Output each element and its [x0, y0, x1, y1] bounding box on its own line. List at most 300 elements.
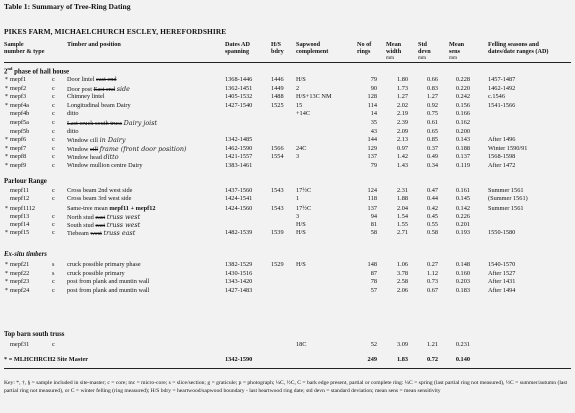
sample-type: c: [52, 221, 55, 228]
timber-text: Door post: [67, 86, 93, 93]
timber-position: [67, 205, 156, 213]
felling-date: Summer 1561: [488, 187, 524, 194]
sample-id: mepf21: [10, 261, 30, 268]
timber-position: [67, 187, 132, 195]
timber-position: [67, 76, 117, 84]
header-dates-line1: Dates AD: [225, 41, 250, 48]
section-ex-situ: Ex-situ timbers: [4, 251, 47, 258]
master-std-devn: 0.72: [426, 356, 438, 363]
sample-id: mepf22: [10, 270, 30, 277]
mean-width: 2.13: [396, 136, 408, 143]
timber-position: [67, 128, 79, 136]
header-sample: [4, 41, 44, 55]
mean-width: 0.97: [396, 145, 408, 152]
mean-width: 3.78: [396, 270, 408, 277]
timber-handwritten-text: side: [116, 85, 130, 93]
std-devn: 0.85: [426, 136, 438, 143]
std-devn: 0.75: [426, 110, 438, 117]
master-rule: [4, 368, 571, 369]
master-label: * = MLHCHRCH2 Site Master: [4, 356, 89, 363]
mean-sens: 0.162: [455, 119, 470, 126]
felling-date: After 1472: [488, 162, 516, 169]
table-row: [0, 128, 575, 136]
sample-type: c: [52, 93, 55, 100]
mean-width: 2.31: [396, 187, 408, 194]
sample-id: mepf12: [10, 195, 30, 202]
felling-date: After 1431: [488, 278, 516, 285]
ring-count: 129: [367, 145, 377, 152]
ring-count: 144: [367, 136, 377, 143]
sample-mark: *: [4, 229, 9, 236]
hs-boundary: 1529: [271, 261, 284, 268]
timber-struck-text: cill: [90, 146, 99, 153]
sample-mark: *: [4, 153, 9, 160]
header-rings-line1: No of: [357, 41, 372, 48]
header-sample-line1: Sample: [4, 41, 24, 48]
sample-id: mepf13: [10, 213, 30, 220]
sample-mark: *: [4, 85, 9, 92]
timber-text: North stud: [67, 214, 94, 221]
table-row: [0, 221, 575, 229]
std-devn: 1.12: [426, 270, 438, 277]
timber-text: cruck possible primary: [67, 270, 125, 277]
timber-text: post from plank and muntin wall: [67, 287, 150, 294]
timber-text: South stud: [67, 222, 94, 229]
std-devn: 1.27: [426, 93, 438, 100]
mean-sens: 0.183: [455, 287, 470, 294]
timber-text: Cross beam 3rd west side: [67, 195, 132, 202]
sapwood-complement: 2: [296, 85, 300, 92]
felling-date: Winter 1590/91: [488, 145, 528, 152]
ring-count: 58: [370, 229, 377, 236]
sample-mark: *: [4, 145, 9, 152]
header-sap-line1: Sapwood: [296, 41, 321, 48]
dates-spanning: 1362-1451: [225, 85, 253, 92]
felling-date: 1541-1566: [488, 102, 516, 109]
sapwood-complement: 3: [296, 213, 300, 220]
mean-width: 1.88: [396, 195, 408, 202]
section-top-barn: Top barn south truss: [4, 331, 65, 338]
timber-handwritten-text: Dairy joist: [123, 119, 158, 127]
header-std-devn: [418, 41, 431, 62]
timber-text: Window mullion centre Dairy: [67, 162, 143, 169]
sapwood-complement: 15: [296, 102, 303, 109]
sample-id: mepf1: [10, 76, 27, 83]
dates-spanning: 1421-1557: [225, 153, 253, 160]
sapwood-complement: H/S: [296, 76, 306, 83]
timber-struck-text: east: [95, 214, 106, 221]
hs-boundary: 1525: [271, 102, 284, 109]
timber-handwritten-text: truss west: [106, 213, 141, 221]
sample-id: mepf31: [10, 341, 30, 348]
felling-date: After 1527: [488, 270, 516, 277]
table-row: [0, 162, 575, 170]
timber-struck-text: east: [95, 222, 106, 229]
master-mean-width: 1.83: [396, 356, 408, 363]
dates-spanning: 1343-1420: [225, 278, 253, 285]
mean-sens: 0.166: [455, 110, 470, 117]
sample-id: mepf4b: [10, 110, 30, 117]
table-row: [0, 229, 575, 237]
mean-sens: 0.145: [455, 195, 470, 202]
mean-sens: 0.200: [455, 128, 470, 135]
mean-width: 2.06: [396, 287, 408, 294]
mean-sens: 0.228: [455, 76, 470, 83]
ring-count: 148: [367, 261, 377, 268]
mean-width: 1.42: [396, 153, 408, 160]
timber-struck-text: East end: [93, 86, 116, 93]
mean-width: 2.71: [396, 229, 408, 236]
ring-count: 124: [367, 187, 377, 194]
ring-count: 90: [370, 85, 377, 92]
mean-width: 1.06: [396, 261, 408, 268]
header-sapwood: [296, 41, 328, 55]
ring-count: 52: [370, 341, 377, 348]
sample-id: mepf7: [10, 145, 27, 152]
timber-text: Chimney lintel: [67, 93, 105, 100]
mean-width: 1.80: [396, 76, 408, 83]
ring-count: 128: [367, 93, 377, 100]
mean-sens: 0.148: [455, 261, 470, 268]
sample-id: mepf2: [10, 85, 27, 92]
std-devn: 0.44: [426, 195, 438, 202]
dates-spanning: 1437-1560: [225, 187, 253, 194]
sample-id: mepf5a: [10, 119, 29, 126]
sample-type: c: [52, 153, 55, 160]
header-mean-sens: [449, 41, 464, 62]
hs-boundary: 1446: [271, 76, 284, 83]
timber-handwritten-text: truss west: [106, 221, 141, 229]
sample-id: mepf3: [10, 93, 27, 100]
mean-width: 2.39: [396, 119, 408, 126]
hs-boundary: 1449: [271, 85, 284, 92]
sample-id: mepf4a: [10, 102, 29, 109]
mean-sens: 0.143: [455, 136, 470, 143]
timber-bold-text: mepf11 + mepf12: [109, 205, 156, 212]
timber-position: [67, 102, 131, 110]
table-row: [0, 153, 575, 161]
sample-type: s: [52, 261, 55, 268]
timber-handwritten-text: frame (front door position): [99, 145, 187, 153]
sample-type: c: [52, 229, 55, 236]
sapwood-complement: H/S: [296, 229, 306, 236]
sample-id: mepf6: [10, 136, 27, 143]
dates-spanning: 1405-1532: [225, 93, 253, 100]
std-devn: 0.55: [426, 221, 438, 228]
dates-spanning: 1424-1560: [225, 205, 253, 212]
sample-mark: *: [4, 205, 9, 212]
master-rings: 249: [367, 356, 377, 363]
mean-sens: 0.156: [455, 102, 470, 109]
mean-width: 1.43: [396, 162, 408, 169]
mean-width: 2.19: [396, 110, 408, 117]
sample-mark: *: [4, 270, 9, 277]
felling-date: c.1546: [488, 93, 505, 100]
mean-width: 2.02: [396, 102, 408, 109]
sample-mark: *: [4, 93, 9, 100]
timber-text: ditto: [67, 110, 79, 117]
dates-spanning: 1342-1485: [225, 136, 253, 143]
header-fell-line2: dates/date ranges (AD): [488, 48, 549, 55]
dates-spanning: 1427-1483: [225, 287, 253, 294]
table-row: [0, 261, 575, 269]
std-devn: 0.92: [426, 102, 438, 109]
header-sd-unit: mm: [418, 55, 427, 61]
site-name: PIKES FARM, MICHAELCHURCH ESCLEY, HEREFORDSHIRE: [4, 27, 227, 36]
std-devn: 0.49: [426, 153, 438, 160]
mean-sens: 0.160: [455, 270, 470, 277]
hs-boundary: 1539: [271, 229, 284, 236]
ring-count: 14: [370, 110, 377, 117]
sample-id: mepf24: [10, 287, 30, 294]
ring-count: 79: [370, 162, 377, 169]
sample-mark: *: [4, 278, 9, 285]
std-devn: 0.73: [426, 278, 438, 285]
header-ms-line1: Mean: [449, 41, 465, 48]
felling-date: Summer 1561: [488, 205, 524, 212]
header-mw-line1: Mean: [386, 41, 402, 48]
timber-handwritten-text: ditto: [103, 153, 119, 161]
sample-id: mepf9: [10, 162, 27, 169]
timber-position: [67, 261, 141, 269]
timber-text: Window: [67, 146, 89, 153]
std-devn: 0.34: [426, 162, 438, 169]
dates-spanning: 1382-1529: [225, 261, 253, 268]
sample-type: c: [52, 85, 55, 92]
dates-spanning: 1430-1516: [225, 270, 253, 277]
hs-boundary: 1543: [271, 187, 284, 194]
timber-position: [67, 229, 135, 238]
dates-spanning: 1462-1590: [225, 145, 253, 152]
timber-position: [67, 119, 157, 128]
table-row: [0, 110, 575, 118]
sample-type: c: [52, 119, 55, 126]
table-row: [0, 187, 575, 195]
timber-text: Window cill: [67, 137, 99, 144]
sample-id: mepf15: [10, 229, 30, 236]
dates-spanning: 1383-1461: [225, 162, 253, 169]
timber-text: cruck possible primary phase: [67, 261, 141, 268]
ring-count: 79: [370, 76, 377, 83]
header-felling: [488, 41, 549, 55]
std-devn: 0.65: [426, 128, 438, 135]
timber-handwritten-text: truss east: [103, 229, 136, 237]
sample-type: c: [52, 145, 55, 152]
ring-count: 118: [367, 195, 377, 202]
mean-width: 1.73: [396, 85, 408, 92]
sapwood-complement: 3: [296, 153, 300, 160]
table-row: [0, 341, 575, 349]
table-row: [0, 205, 575, 213]
mean-sens: 0.161: [455, 187, 470, 194]
std-devn: 0.61: [426, 119, 438, 126]
table-row: [0, 102, 575, 110]
master-dates: 1342-1590: [225, 356, 253, 363]
sample-type: c: [52, 110, 55, 117]
ring-count: 57: [370, 287, 377, 294]
table-row: [0, 136, 575, 144]
table-row: [0, 287, 575, 295]
table-title: Table 1: Summary of Tree-Ring Dating: [4, 2, 131, 11]
header-sample-line2: number & type: [4, 48, 45, 55]
mean-sens: 0.142: [455, 205, 470, 212]
hs-boundary: 1566: [271, 145, 284, 152]
header-sd-line2: devn: [418, 48, 431, 55]
section-hall-house-sup: nd: [7, 66, 13, 71]
sample-id: mepf8: [10, 153, 27, 160]
mean-sens: 0.119: [456, 162, 470, 169]
sapwood-complement: +14C: [296, 110, 311, 117]
table-row: [0, 145, 575, 153]
std-devn: 0.27: [426, 261, 438, 268]
sample-type: c: [52, 162, 55, 169]
ring-count: 43: [370, 128, 377, 135]
table-row: [0, 76, 575, 84]
header-sap-line2: complement: [296, 48, 329, 55]
std-devn: 0.58: [426, 229, 438, 236]
header-rings-line2: rings: [357, 48, 371, 55]
hs-boundary: 1543: [271, 205, 284, 212]
sample-id: mepf23: [10, 278, 30, 285]
std-devn: 0.67: [426, 287, 438, 294]
felling-date: 1550-1580: [488, 229, 516, 236]
felling-date: 1540-1570: [488, 261, 516, 268]
header-dates: [225, 41, 250, 55]
header-mw-line2: width: [386, 48, 402, 55]
ring-count: 137: [367, 205, 377, 212]
timber-position: [67, 110, 79, 118]
header-rings: [357, 41, 371, 55]
sample-type: c: [52, 195, 55, 202]
header-mean-width: [386, 41, 401, 62]
section-hall-house-text: phase of hall house: [12, 68, 70, 76]
header-ms-line2: sens: [449, 48, 461, 55]
sample-mark: *: [4, 287, 9, 294]
mean-width: 2.04: [396, 205, 408, 212]
table-row: [0, 119, 575, 127]
sample-mark: *: [4, 162, 9, 169]
sample-type: c: [52, 102, 55, 109]
section-hall-house: [4, 66, 69, 75]
timber-text: post from plank and muntin wall: [67, 278, 150, 285]
mean-width: 2.09: [396, 128, 408, 135]
timber-text: ditto: [67, 128, 79, 135]
mean-sens: 0.242: [455, 93, 470, 100]
header-fell-line1: Felling seasons and: [488, 41, 539, 48]
mean-sens: 0.220: [455, 85, 470, 92]
sample-id: mepf14: [10, 221, 30, 228]
std-devn: 0.37: [426, 145, 438, 152]
mean-sens: 0.188: [455, 145, 470, 152]
mean-sens: 0.193: [455, 229, 470, 236]
std-devn: 1.21: [426, 341, 438, 348]
felling-date: 1457-1487: [488, 76, 516, 83]
section-hall-house-number: 2: [4, 68, 8, 76]
timber-struck-text: east end: [96, 76, 117, 83]
table-row: [0, 85, 575, 93]
header-sd-line1: Std: [418, 41, 427, 48]
mean-sens: 0.203: [455, 278, 470, 285]
dates-spanning: 1482-1539: [225, 229, 253, 236]
timber-position: [67, 278, 149, 286]
sample-mark: *: [4, 76, 9, 83]
ring-count: 87: [370, 270, 377, 277]
header-rule: [4, 62, 571, 63]
header-dates-line2: spanning: [225, 48, 250, 55]
timber-position: [67, 153, 119, 162]
hs-boundary: 1554: [271, 153, 284, 160]
sapwood-complement: 1: [296, 195, 300, 202]
std-devn: 0.47: [426, 187, 438, 194]
sample-type: c: [52, 278, 55, 285]
felling-date: 1568-1598: [488, 153, 516, 160]
timber-struck-text: west: [90, 230, 102, 237]
mean-width: 1.54: [396, 213, 408, 220]
timber-text: Tiebeam: [67, 230, 89, 237]
std-devn: 0.83: [426, 85, 438, 92]
std-devn: 0.45: [426, 213, 438, 220]
timber-text: Door lintel: [67, 76, 95, 83]
sample-type: c: [52, 341, 55, 348]
dates-spanning: 1427-1540: [225, 102, 253, 109]
header-hs-line1: H/S: [271, 41, 281, 48]
mean-sens: 0.231: [455, 341, 470, 348]
timber-position: [67, 195, 131, 203]
timber-struck-text: Last cruck south truss: [67, 120, 123, 127]
ring-count: 35: [370, 119, 377, 126]
felling-date: 1462-1492: [488, 85, 516, 92]
timber-position: [67, 270, 125, 278]
timber-position: [67, 287, 149, 295]
sapwood-complement: H/S: [296, 221, 306, 228]
timber-text: Window head: [67, 154, 102, 161]
section-parlour-range: Parlour Range: [4, 178, 47, 185]
table-row: [0, 93, 575, 101]
sample-type: s: [52, 270, 55, 277]
sample-type: c: [52, 136, 55, 143]
sample-type: c: [52, 287, 55, 294]
felling-date: After 1496: [488, 136, 516, 143]
sample-type: c: [52, 213, 55, 220]
header-hs-line2: bdry: [271, 48, 284, 55]
sample-id: mepf11: [10, 187, 30, 194]
ring-count: 94: [370, 213, 377, 220]
header-timber: Timber and position: [67, 41, 121, 48]
std-devn: 0.66: [426, 76, 438, 83]
timber-text: Same-tree mean: [67, 205, 108, 212]
table-row: [0, 213, 575, 221]
timber-position: [67, 93, 105, 101]
timber-position: [67, 162, 142, 170]
mean-width: 1.55: [396, 221, 408, 228]
timber-text: Cross beam 2nd west side: [67, 187, 133, 194]
dates-spanning: 1368-1446: [225, 76, 253, 83]
sapwood-complement: 17½C: [296, 187, 312, 194]
master-row: [0, 356, 575, 364]
std-devn: 0.42: [426, 205, 438, 212]
header-ms-unit: mm: [449, 55, 458, 61]
sample-id: mepf1112: [10, 205, 36, 212]
table-key: Key: *, †, § = sample included in site-master; c = core; mc = micro-core; s = slice/section; g = graticule; p = photograph; ¼C, ½C, C = bark edge present, partial or complete ring: ¼C = spring (last partial ring not measured), ½C = summer/autumn (last partial ring not measured), or C = winter felling (ring measured); H/S bdry = heartwood/sapwood boundary - last heartwood ring date; std devn = standard deviation; mean sens = mean sensitivity: [4, 380, 568, 394]
header-mw-unit: mm: [386, 55, 395, 61]
mean-width: 3.09: [396, 341, 408, 348]
sample-type: c: [52, 76, 55, 83]
timber-text: Longitudinal beam Dairy: [67, 102, 131, 109]
felling-date: After 1494: [488, 287, 516, 294]
sapwood-complement: 17½C: [296, 205, 312, 212]
mean-sens: 0.201: [455, 221, 470, 228]
mean-sens: 0.226: [455, 213, 470, 220]
